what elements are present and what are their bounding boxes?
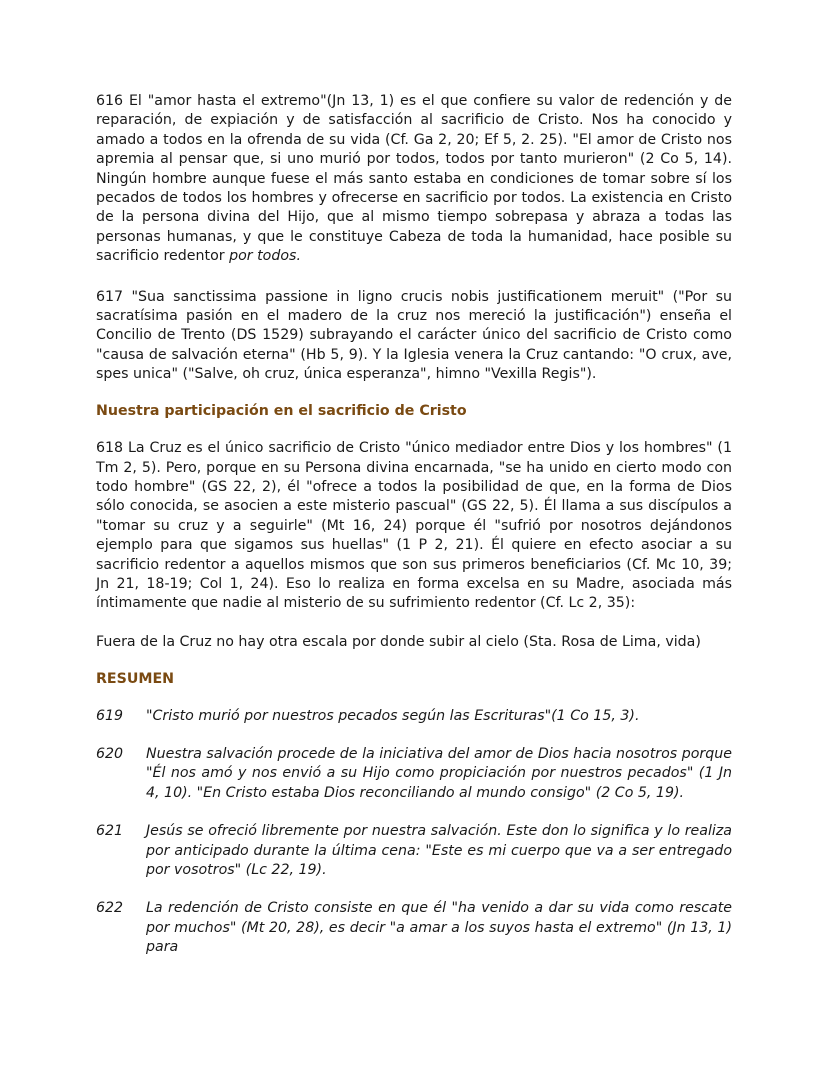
summary-number: 619 bbox=[96, 707, 124, 724]
summary-item bbox=[96, 707, 732, 726]
paragraph-616-text: 616 El "amor hasta el extremo"(Jn 13, 1) es el que confiere su valor de redención y de reparación, de expiación y de satisfacción al sacrificio de Cristo. Nos ha conocido y amado a todos en la ofrenda de su vida (Cf. Ga 2, 20; Ef 5, 2. 25). "El amor de Cristo nos apremia al pensar que, si uno murió por todos, todos por tanto murieron" (2 Co 5, 14). Ningún hombre aunque fuese el más santo estaba en condiciones de tomar sobre sí los pecados de todos los hombres y ofrecerse en sacrificio por todos. La existencia en Cristo de la persona divina del Hijo, que al mismo tiempo sobrepasa y abraza a todas las personas humanas, y que le constituye Cabeza de toda la humanidad, hace posible su sacrificio redentor bbox=[96, 93, 732, 265]
section-heading: Nuestra participación en el sacrificio de Cristo bbox=[96, 402, 467, 419]
summary-text: Nuestra salvación procede de la iniciativa del amor de Dios hacia nosotros porque "Él nos amó y nos envió a su Hijo como propiciación por nuestros pecados" (1 Jn 4, 10). "En Cristo estaba Dios reconciliando al mundo consigo" (2 Co 5, 19). bbox=[146, 745, 732, 801]
summary-item bbox=[96, 745, 732, 803]
summary-text: "Cristo murió por nuestros pecados según las Escrituras"(1 Co 15, 3). bbox=[146, 707, 640, 724]
summary-item bbox=[96, 899, 732, 957]
paragraph-616 bbox=[96, 92, 732, 267]
document-page bbox=[96, 92, 732, 977]
summary-text: La redención de Cristo consiste en que él "ha venido a dar su vida como rescate por muchos" (Mt 20, 28), es decir "a amar a los suyos hasta el extremo" (Jn 13, 1) para bbox=[146, 900, 732, 956]
paragraph-618: 618 La Cruz es el único sacrificio de Cristo "único mediador entre Dios y los hombres" (1 Tm 2, 5). Pero, porque en su Persona divina encarnada, "se ha unido en cierto modo con todo hombre" (GS 22, 2), él "ofrece a todos la posibilidad de que, en la forma de Dios sólo conocida, se asocien a este misterio pascual" (GS 22, 5). Él llama a sus discípulos a "tomar su cruz y a seguirle" (Mt 16, 24) porque él "sufrió por nosotros dejándonos ejemplo para que sigamos sus huellas" (1 P 2, 21). Él quiere en efecto asociar a su sacrificio redentor a aquellos mismos que son sus primeros beneficiarios (Cf. Mc 10, 39; Jn 21, 18-19; Col 1, 24). Eso lo realiza en forma excelsa en su Madre, asociada más íntimamente que nadie al misterio de su sufrimiento redentor (Cf. Lc 2, 35): bbox=[96, 440, 732, 612]
summary-number: 622 bbox=[96, 900, 124, 917]
summary-number: 620 bbox=[96, 745, 124, 762]
summary-number: 621 bbox=[96, 823, 124, 840]
paragraph-616-italic: por todos. bbox=[229, 248, 301, 265]
paragraph-617: 617 "Sua sanctissima passione in ligno crucis nobis justificationem meruit" ("Por su sacratísima pasión en el madero de la cruz nos mereció la justificación") enseña el Concilio de Trento (DS 1529) subrayando el carácter único del sacrificio de Cristo como "causa de salvación eterna" (Hb 5, 9). Y la Iglesia venera la Cruz cantando: "O crux, ave, spes unica" ("Salve, oh cruz, única esperanza", himno "Vexilla Regis"). bbox=[96, 288, 732, 383]
quote-line: Fuera de la Cruz no hay otra escala por donde subir al cielo (Sta. Rosa de Lima, vida) bbox=[96, 633, 701, 650]
resumen-title: RESUMEN bbox=[96, 671, 175, 688]
summary-text: Jesús se ofreció libremente por nuestra salvación. Este don lo significa y lo realiza por anticipado durante la última cena: "Este es mi cuerpo que va a ser entregado por vosotros" (Lc 22, 19). bbox=[146, 823, 732, 878]
summary-item bbox=[96, 822, 732, 880]
